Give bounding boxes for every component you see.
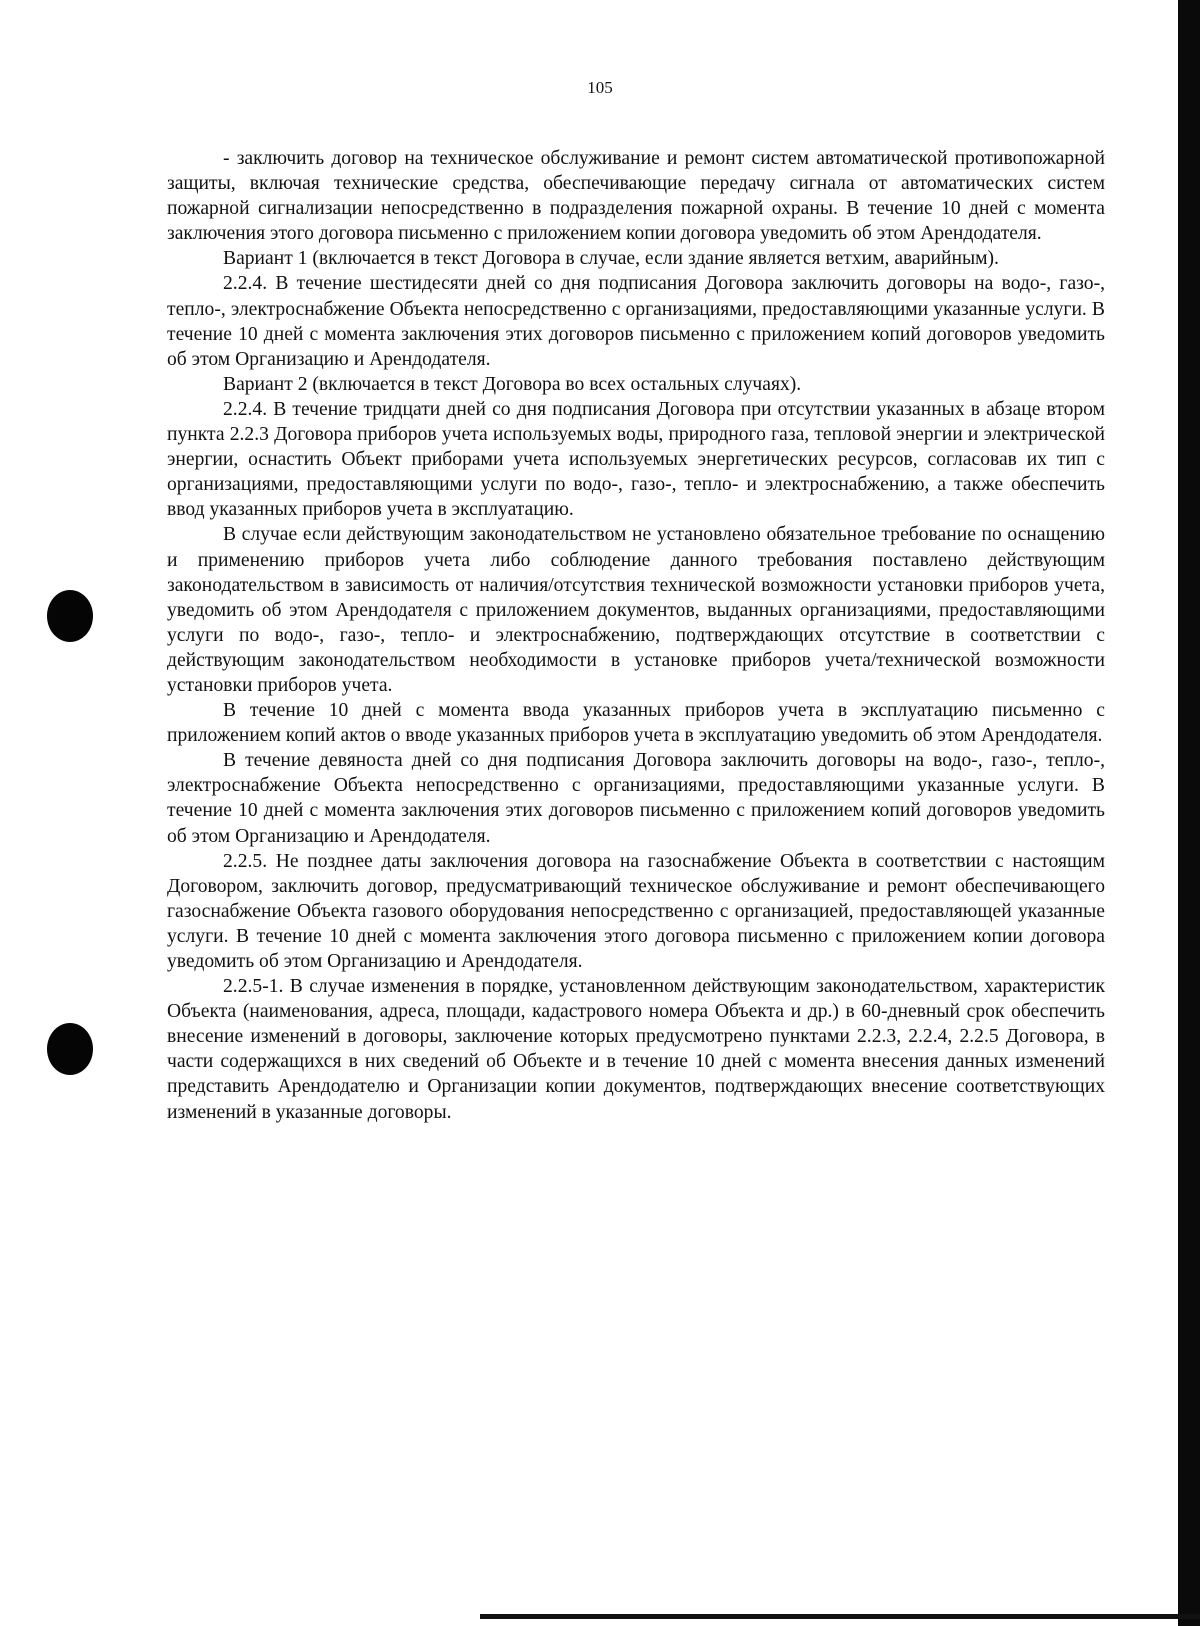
paragraph-2-2-5: 2.2.5. Не позднее даты заключения договора на газоснабжение Объекта в соответствии с настоящим Договором, заключить договор, предусматривающий техническое обслуживание и ремонт обеспечивающего газоснабжение Объекта газового оборудования непосредственно с организацией, предоставляющей указанные услуги. В течение 10 дней с момента заключения этого договора письменно с приложением копии договора уведомить об этом Организацию и Арендодателя. — [167, 850, 1105, 972]
paragraph-utility-contracts: В течение девяноста дней со дня подписания Договора заключить договоры на водо-, газо-, тепло-, электроснабжение Объекта непосредственно с организациями, предоставляющими указанные услуги. В течение 10 дней с момента заключения этих договоров письменно с приложением копий договоров уведомить об этом Организацию и Арендодателя. — [167, 750, 1105, 847]
punch-hole-top — [47, 590, 93, 642]
punch-hole-bottom — [47, 1023, 93, 1075]
scan-edge-bar — [1178, 0, 1200, 1626]
paragraph-fire-protection-contract: - заключить договор на техническое обслуживание и ремонт систем автоматической противопожарной защиты, включая технические средства, обеспечивающие передачу сигнала от автоматических систем пожарной сигнализации непосредственно в подразделения пожарной охраны. В течение 10 дней с момента заключения этого договора письменно с приложением копии договора уведомить об этом Арендодателя. — [167, 148, 1105, 245]
paragraph-metering-exemption: В случае если действующим законодательством не установлено обязательное требование по оснащению и применению приборов учета либо соблюдение данного требования поставлено действующим законодательством в зависимость от наличия/отсутствия технической возможности установки приборов учета, уведомить об этом Арендодателя с приложением документов, выданных организациями, предоставляющими услуги по водо-, газо-, тепло- и электроснабжению, подтверждающих отсутствие в соответствии с действующим законодательством необходимости в установке приборов учета/технической возможности установки приборов учета. — [167, 524, 1105, 696]
document-body — [167, 146, 1105, 1125]
paragraph-2-2-4-variant-2: 2.2.4. В течение тридцати дней со дня подписания Договора при отсутствии указанных в абзаце втором пункта 2.2.3 Договора приборов учета используемых воды, природного газа, тепловой энергии и электрической энергии, оснастить Объект приборами учета используемых энергетических ресурсов, согласовав их тип с организациями, предоставляющими услуги по водо-, газо-, тепло- и электроснабжению, а также обеспечить ввод указанных приборов учета в эксплуатацию. — [167, 398, 1105, 521]
paragraph-2-2-4-variant-1: 2.2.4. В течение шестидесяти дней со дня подписания Договора заключить договоры на водо-, газо-, тепло-, электроснабжение Объекта непосредственно с организациями, предоставляющими указанные услуги. В течение 10 дней с момента заключения этих договоров письменно с приложением копий договоров уведомить об этом Организацию и Арендодателя. — [167, 273, 1105, 370]
scan-bottom-line — [480, 1614, 1200, 1619]
paragraph-variant-1-heading: Вариант 1 (включается в текст Договора в случае, если здание является ветхим, аварийным). — [223, 248, 999, 270]
paragraph-variant-2-heading: Вариант 2 (включается в текст Договора во всех остальных случаях). — [223, 373, 802, 395]
paragraph-metering-notification: В течение 10 дней с момента ввода указанных приборов учета в эксплуатацию письменно с приложением копий актов о вводе указанных приборов учета в эксплуатацию уведомить об этом Арендодателя. — [167, 700, 1105, 747]
paragraph-2-2-5-1: 2.2.5-1. В случае изменения в порядке, установленном действующим законодательством, характеристик Объекта (наименования, адреса, площади, кадастрового номера Объекта и др.) в 60-дневный срок обеспечить внесение изменений в договоры, заключение которых предусмотрено пунктами 2.2.3, 2.2.4, 2.2.5 Договора, в части содержащихся в них сведений об Объекте и в течение 10 дней с момента внесения данных изменений представить Арендодателю и Организации копии документов, подтверждающих внесение соответствующих изменений в указанные договоры. — [167, 976, 1105, 1123]
page-number: 105 — [587, 78, 613, 97]
